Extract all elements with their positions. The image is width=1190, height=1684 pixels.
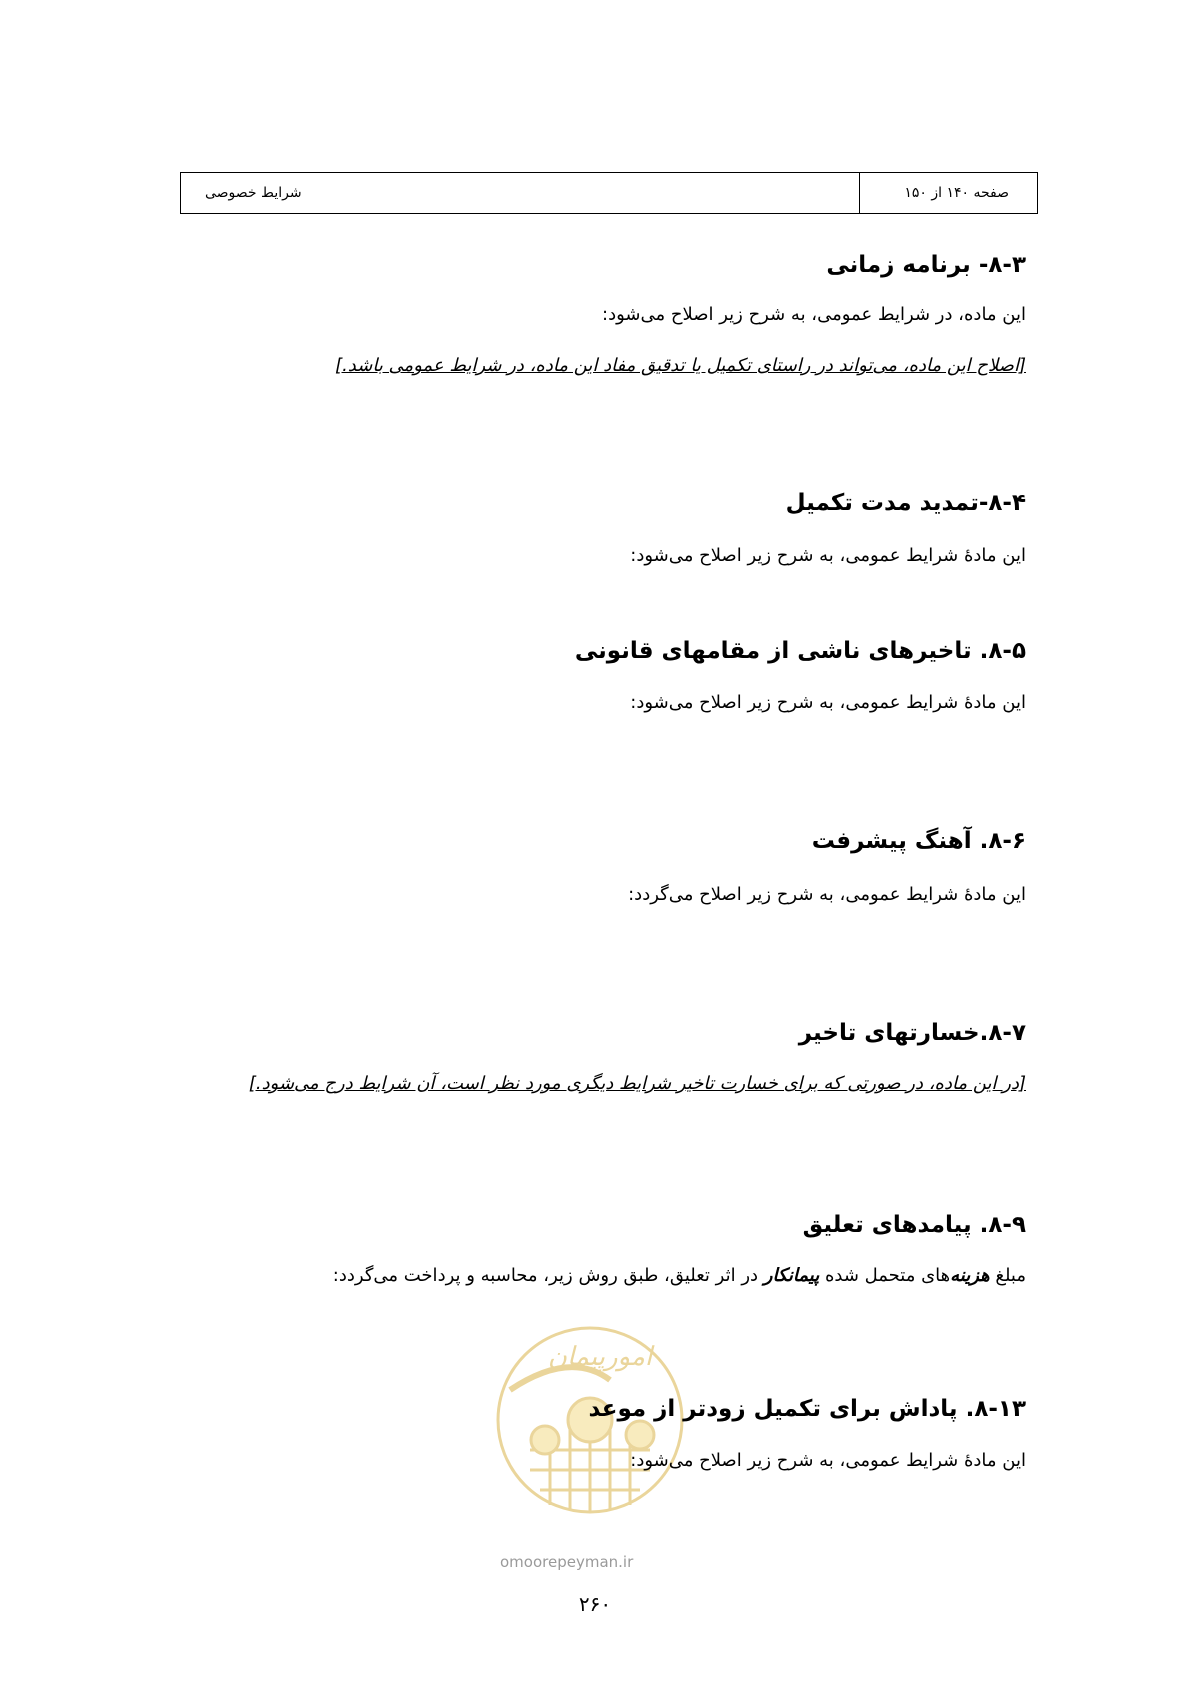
- section-8-3-note: [146, 355, 1026, 376]
- watermark-logo-text: امورپیمان: [547, 1342, 653, 1372]
- section-8-7-note: [166, 1073, 1026, 1094]
- section-8-6: [146, 828, 1026, 854]
- section-heading: ۸-۷.خسارتهای تاخیر: [798, 1020, 1026, 1046]
- section-heading: ۸-۴-تمدید مدت تکمیل: [785, 490, 1026, 516]
- section-body: مبلغ هزینه‌های متحمل شده پیمانکار در اثر تعلیق، طبق روش زیر، محاسبه و پرداخت می‌گردد:: [332, 1265, 1026, 1286]
- section-8-5: [146, 638, 1026, 664]
- section-8-13: [146, 1396, 1026, 1422]
- section-8-4: [146, 490, 1026, 516]
- header-page-info: صفحه ۱۴۰ از ۱۵۰: [859, 173, 1037, 213]
- section-8-3: [146, 252, 1026, 278]
- watermark-site: omoorepeyman.ir: [500, 1553, 634, 1571]
- section-8-4-body: [146, 545, 1026, 566]
- term-peymankar: پیمانکار: [763, 1265, 820, 1286]
- section-8-6-body: [146, 884, 1026, 905]
- section-body: این مادهٔ شرایط عمومی، به شرح زیر اصلاح می‌شود:: [630, 1450, 1026, 1471]
- section-body: این مادهٔ شرایط عمومی، به شرح زیر اصلاح می‌گردد:: [628, 884, 1026, 905]
- term-hazineh: هزینه: [950, 1265, 990, 1286]
- section-note: [در این ماده، در صورتی که برای خسارت تاخیر شرایط دیگری مورد نظر است، آن شرایط درج می‌شود.]: [248, 1073, 1026, 1094]
- section-body: این مادهٔ شرایط عمومی، به شرح زیر اصلاح می‌شود:: [630, 692, 1026, 713]
- header-section-title: شرایط خصوصی: [205, 185, 302, 201]
- section-8-9: [146, 1212, 1026, 1238]
- section-heading: ۸-۱۳. پاداش برای تکمیل زودتر از موعد: [588, 1396, 1026, 1422]
- section-8-3-body: [146, 304, 1026, 325]
- section-heading: ۸-۶. آهنگ پیشرفت: [811, 828, 1026, 854]
- watermark-logo-icon: [490, 1320, 690, 1560]
- section-8-5-body: [146, 692, 1026, 713]
- page-header: [180, 172, 1038, 214]
- section-body: این مادهٔ شرایط عمومی، به شرح زیر اصلاح می‌شود:: [630, 545, 1026, 566]
- section-body: این ماده، در شرایط عمومی، به شرح زیر اصلاح می‌شود:: [602, 304, 1026, 325]
- section-8-13-body: [146, 1450, 1026, 1471]
- page-number: ۲۶۰: [578, 1592, 612, 1616]
- section-heading: ۸-۳- برنامه زمانی: [826, 252, 1026, 278]
- section-8-7: [146, 1020, 1026, 1046]
- section-heading: ۸-۹. پیامدهای تعلیق: [802, 1212, 1026, 1238]
- section-heading: ۸-۵. تاخیرهای ناشی از مقامهای قانونی: [574, 638, 1026, 664]
- section-note: [اصلاح این ماده، می‌تواند در راستای تکمیل یا تدقیق مفاد این ماده، در شرایط عمومی باشد.]: [335, 355, 1026, 376]
- section-8-9-body: [146, 1265, 1026, 1286]
